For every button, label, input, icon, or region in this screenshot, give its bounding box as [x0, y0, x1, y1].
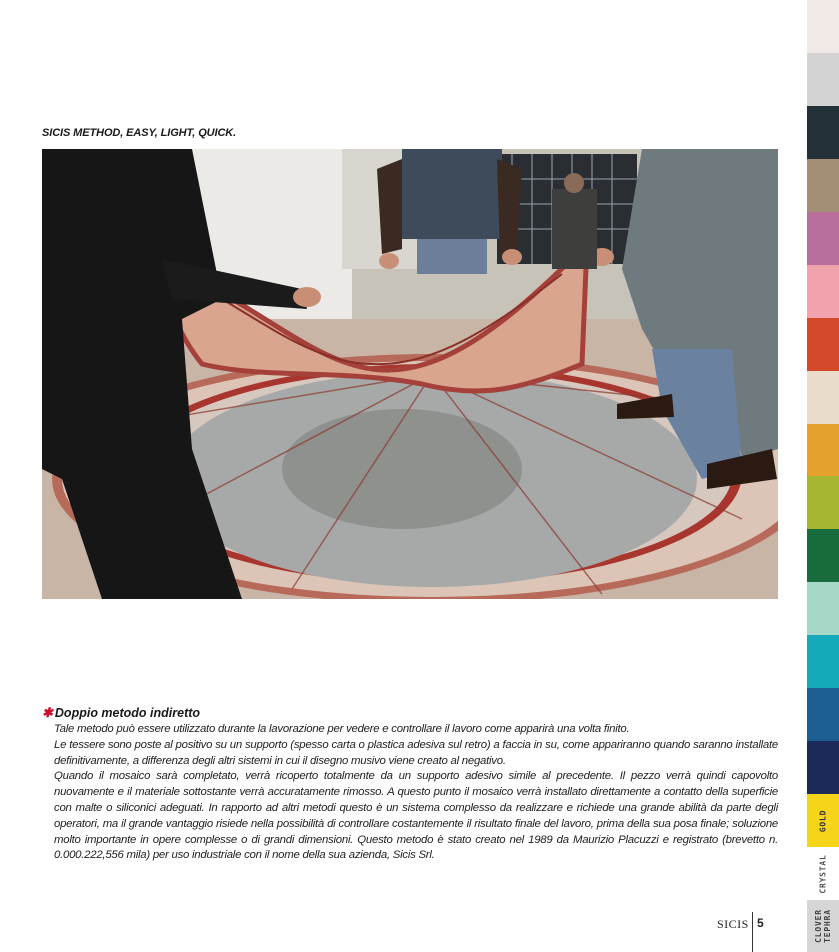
tab-label: GOLD [818, 809, 828, 832]
section-headline: SICIS METHOD, EASY, LIGHT, QUICK. [42, 127, 237, 139]
color-tab[interactable] [807, 212, 839, 265]
color-tab[interactable] [807, 424, 839, 476]
color-tab[interactable] [807, 265, 839, 318]
page-number: 5 [757, 916, 764, 930]
color-tab[interactable] [807, 0, 839, 53]
color-tab[interactable] [807, 318, 839, 371]
color-tab[interactable] [807, 53, 839, 106]
mosaic-installation-photo [42, 149, 778, 599]
color-tab[interactable] [807, 529, 839, 582]
color-tab-gold[interactable] [807, 794, 839, 847]
asterisk-icon: ✱ [42, 705, 53, 720]
color-tab[interactable] [807, 106, 839, 159]
color-tab[interactable] [807, 688, 839, 741]
section-title-text: Doppio metodo indiretto [54, 706, 201, 720]
footer-brand: SICIS [717, 917, 749, 931]
paragraph: Quando il mosaico sarà completato, verrà ricoperto totalmente da un supporto adesivo simile al precedente. Il pezzo verrà quindi capovolto nuovamente e il materiale sottostante verrà accuratamente rimosso. A questo punto il mosaico verrà installato direttamente a contatto della superficie con malte o siliconici adeguati. In rapporto ad altri metodi questo è un sistema complesso da realizzare e richiede una grande abilità da parte degli operatori, ma il grande vantaggio risiede nella possibilità di controllare costantemente il risultato finale del lavoro, prima della sua posa finale; soluzione molto importante in opere complesse o di grandi dimensioni. Questo metodo è stato creato nel 1989 da Maurizio Placuzzi e registrato (brevetto n. 0.000.222,556 mila) per uso industriale con il nome della sua azienda, Sicis Srl. [54, 770, 778, 862]
color-tab-clover-tephra[interactable] [807, 900, 839, 952]
color-tab[interactable] [807, 635, 839, 688]
color-tab[interactable] [807, 741, 839, 794]
tab-label: CRYSTAL [818, 853, 828, 894]
color-tab[interactable] [807, 582, 839, 635]
text-section [42, 705, 778, 864]
paragraph: Tale metodo può essere utilizzato durante la lavorazione per vedere e controllare il lavoro come apparirà una volta finito. [54, 723, 630, 735]
section-title [42, 705, 778, 721]
color-tab[interactable] [807, 371, 839, 424]
footer-divider [752, 912, 753, 952]
paragraph: Le tessere sono poste al positivo su un supporto (spesso carta o plastica adesiva sul retro) a faccia in su, come appariranno quando saranno installate definitivamente, a differenza degli altri sistemi in cui il disegno musivo viene creato al negativo. [54, 738, 778, 767]
color-tab-crystal[interactable] [807, 847, 839, 900]
tab-label: CLOVER TEPHRA [814, 909, 832, 943]
photo-illustration [42, 149, 778, 599]
color-tabs [807, 0, 839, 952]
color-tab[interactable] [807, 476, 839, 529]
color-tab[interactable] [807, 159, 839, 212]
